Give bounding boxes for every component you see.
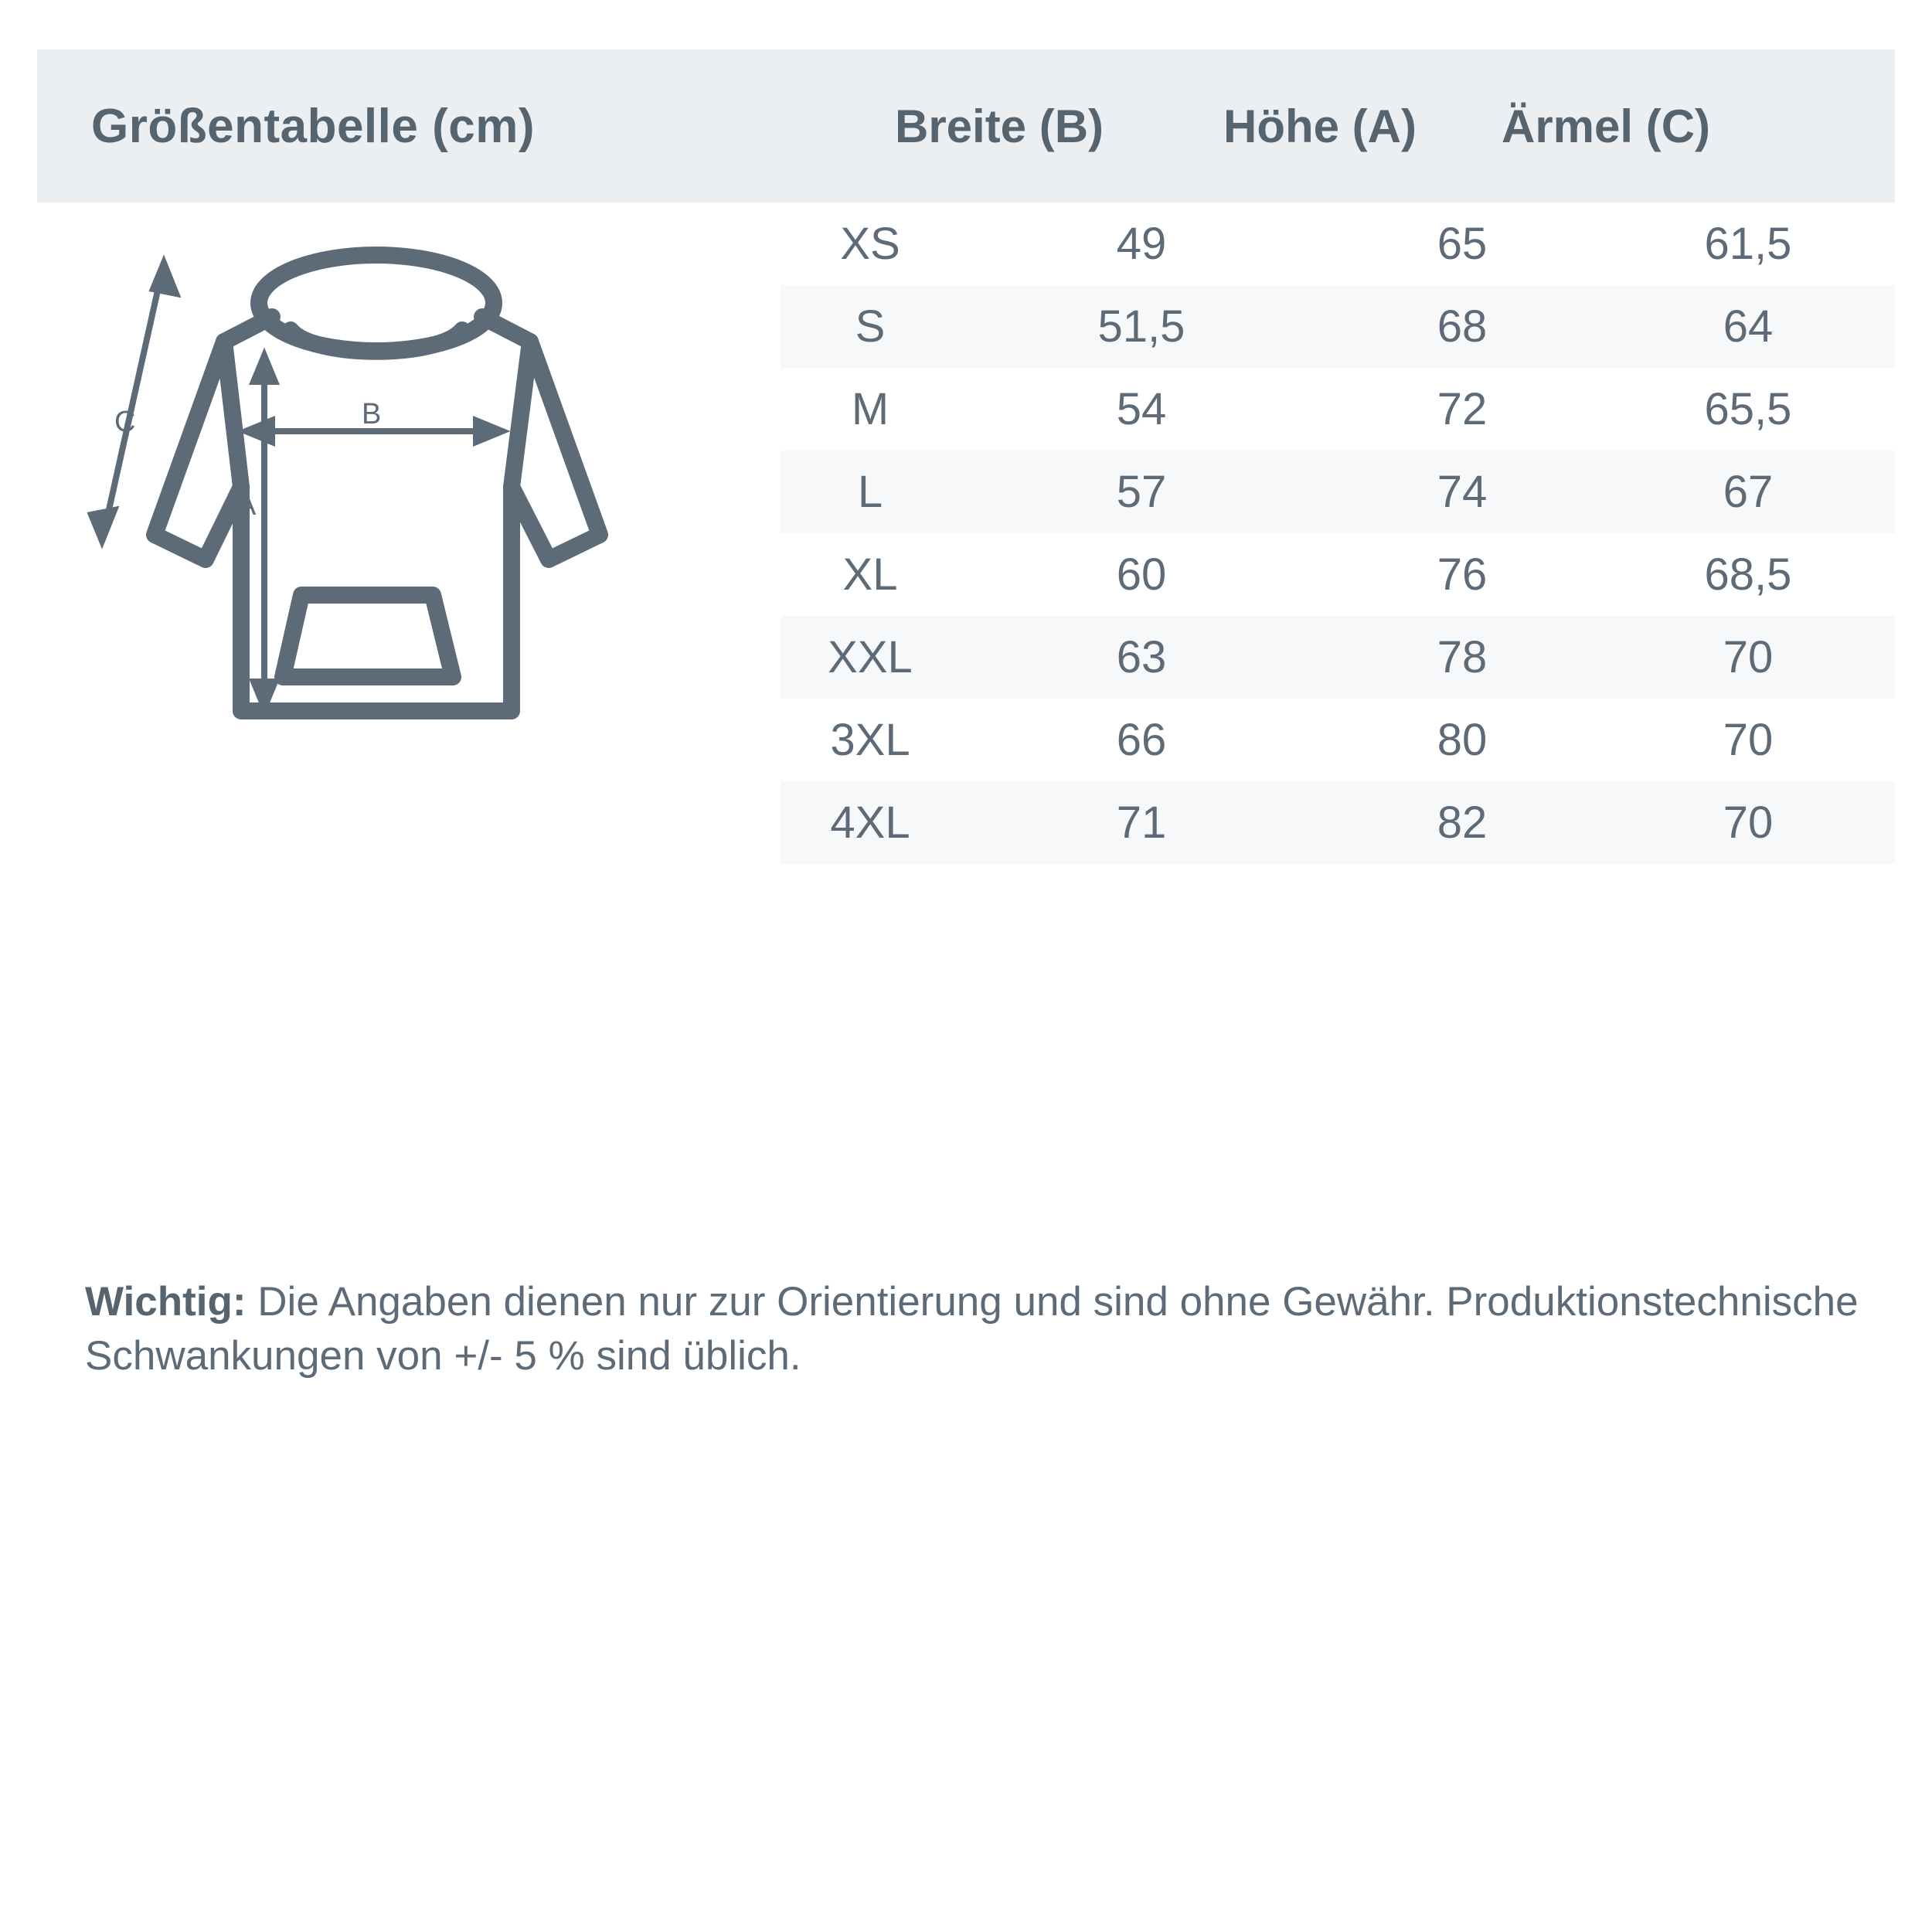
cell-size: M (851, 384, 889, 434)
cell-size: XS (840, 219, 900, 269)
cell-width: 71 (1116, 798, 1167, 848)
cell-size: S (855, 301, 886, 352)
table-row (781, 533, 1895, 616)
cell-height: 76 (1437, 549, 1488, 600)
cell-size: XL (842, 549, 898, 600)
cell-width: 63 (1116, 632, 1167, 682)
hoodie-measurement-diagram (70, 232, 765, 819)
page-title: Größentabelle (cm) (91, 99, 535, 153)
table-row (781, 202, 1895, 285)
size-table (781, 202, 1895, 864)
label-height: A (236, 489, 257, 522)
cell-width: 57 (1116, 467, 1167, 517)
cell-height: 65 (1437, 219, 1488, 269)
label-sleeve: C (114, 406, 136, 438)
disclaimer-text: Die Angaben dienen nur zur Orientierung und sind ohne Gewähr. Produktionstechnische Schwankungen von +/- 5 % sind üblich. (85, 1279, 1859, 1379)
cell-sleeve: 61,5 (1704, 219, 1792, 269)
disclaimer-note (85, 1275, 1862, 1383)
cell-width: 54 (1116, 384, 1167, 434)
cell-sleeve: 65,5 (1704, 384, 1792, 434)
cell-sleeve: 70 (1723, 632, 1774, 682)
table-row (781, 451, 1895, 533)
header-band (37, 49, 1895, 202)
cell-height: 74 (1437, 467, 1488, 517)
column-headers (818, 49, 1932, 202)
cell-sleeve: 64 (1723, 301, 1774, 352)
cell-width: 66 (1116, 715, 1167, 765)
cell-width: 49 (1116, 219, 1167, 269)
table-row (781, 368, 1895, 451)
cell-height: 72 (1437, 384, 1488, 434)
column-header-width: Breite (B) (894, 100, 1104, 152)
disclaimer-label: Wichtig: (85, 1279, 247, 1325)
cell-width: 51,5 (1097, 301, 1185, 352)
table-row (781, 616, 1895, 699)
table-row (781, 781, 1895, 864)
cell-sleeve: 67 (1723, 467, 1774, 517)
cell-sleeve: 68,5 (1704, 549, 1792, 600)
table-row (781, 285, 1895, 368)
cell-height: 68 (1437, 301, 1488, 352)
cell-size: 4XL (830, 798, 910, 848)
column-header-sleeve: Ärmel (C) (1501, 100, 1711, 152)
cell-sleeve: 70 (1723, 715, 1774, 765)
column-header-height: Höhe (A) (1223, 100, 1417, 152)
cell-width: 60 (1116, 549, 1167, 600)
cell-height: 80 (1437, 715, 1488, 765)
cell-height: 82 (1437, 798, 1488, 848)
table-row (781, 699, 1895, 781)
cell-height: 78 (1437, 632, 1488, 682)
cell-size: 3XL (830, 715, 910, 765)
cell-size: XXL (828, 632, 913, 682)
cell-size: L (857, 467, 883, 517)
label-width: B (362, 398, 382, 430)
cell-sleeve: 70 (1723, 798, 1774, 848)
